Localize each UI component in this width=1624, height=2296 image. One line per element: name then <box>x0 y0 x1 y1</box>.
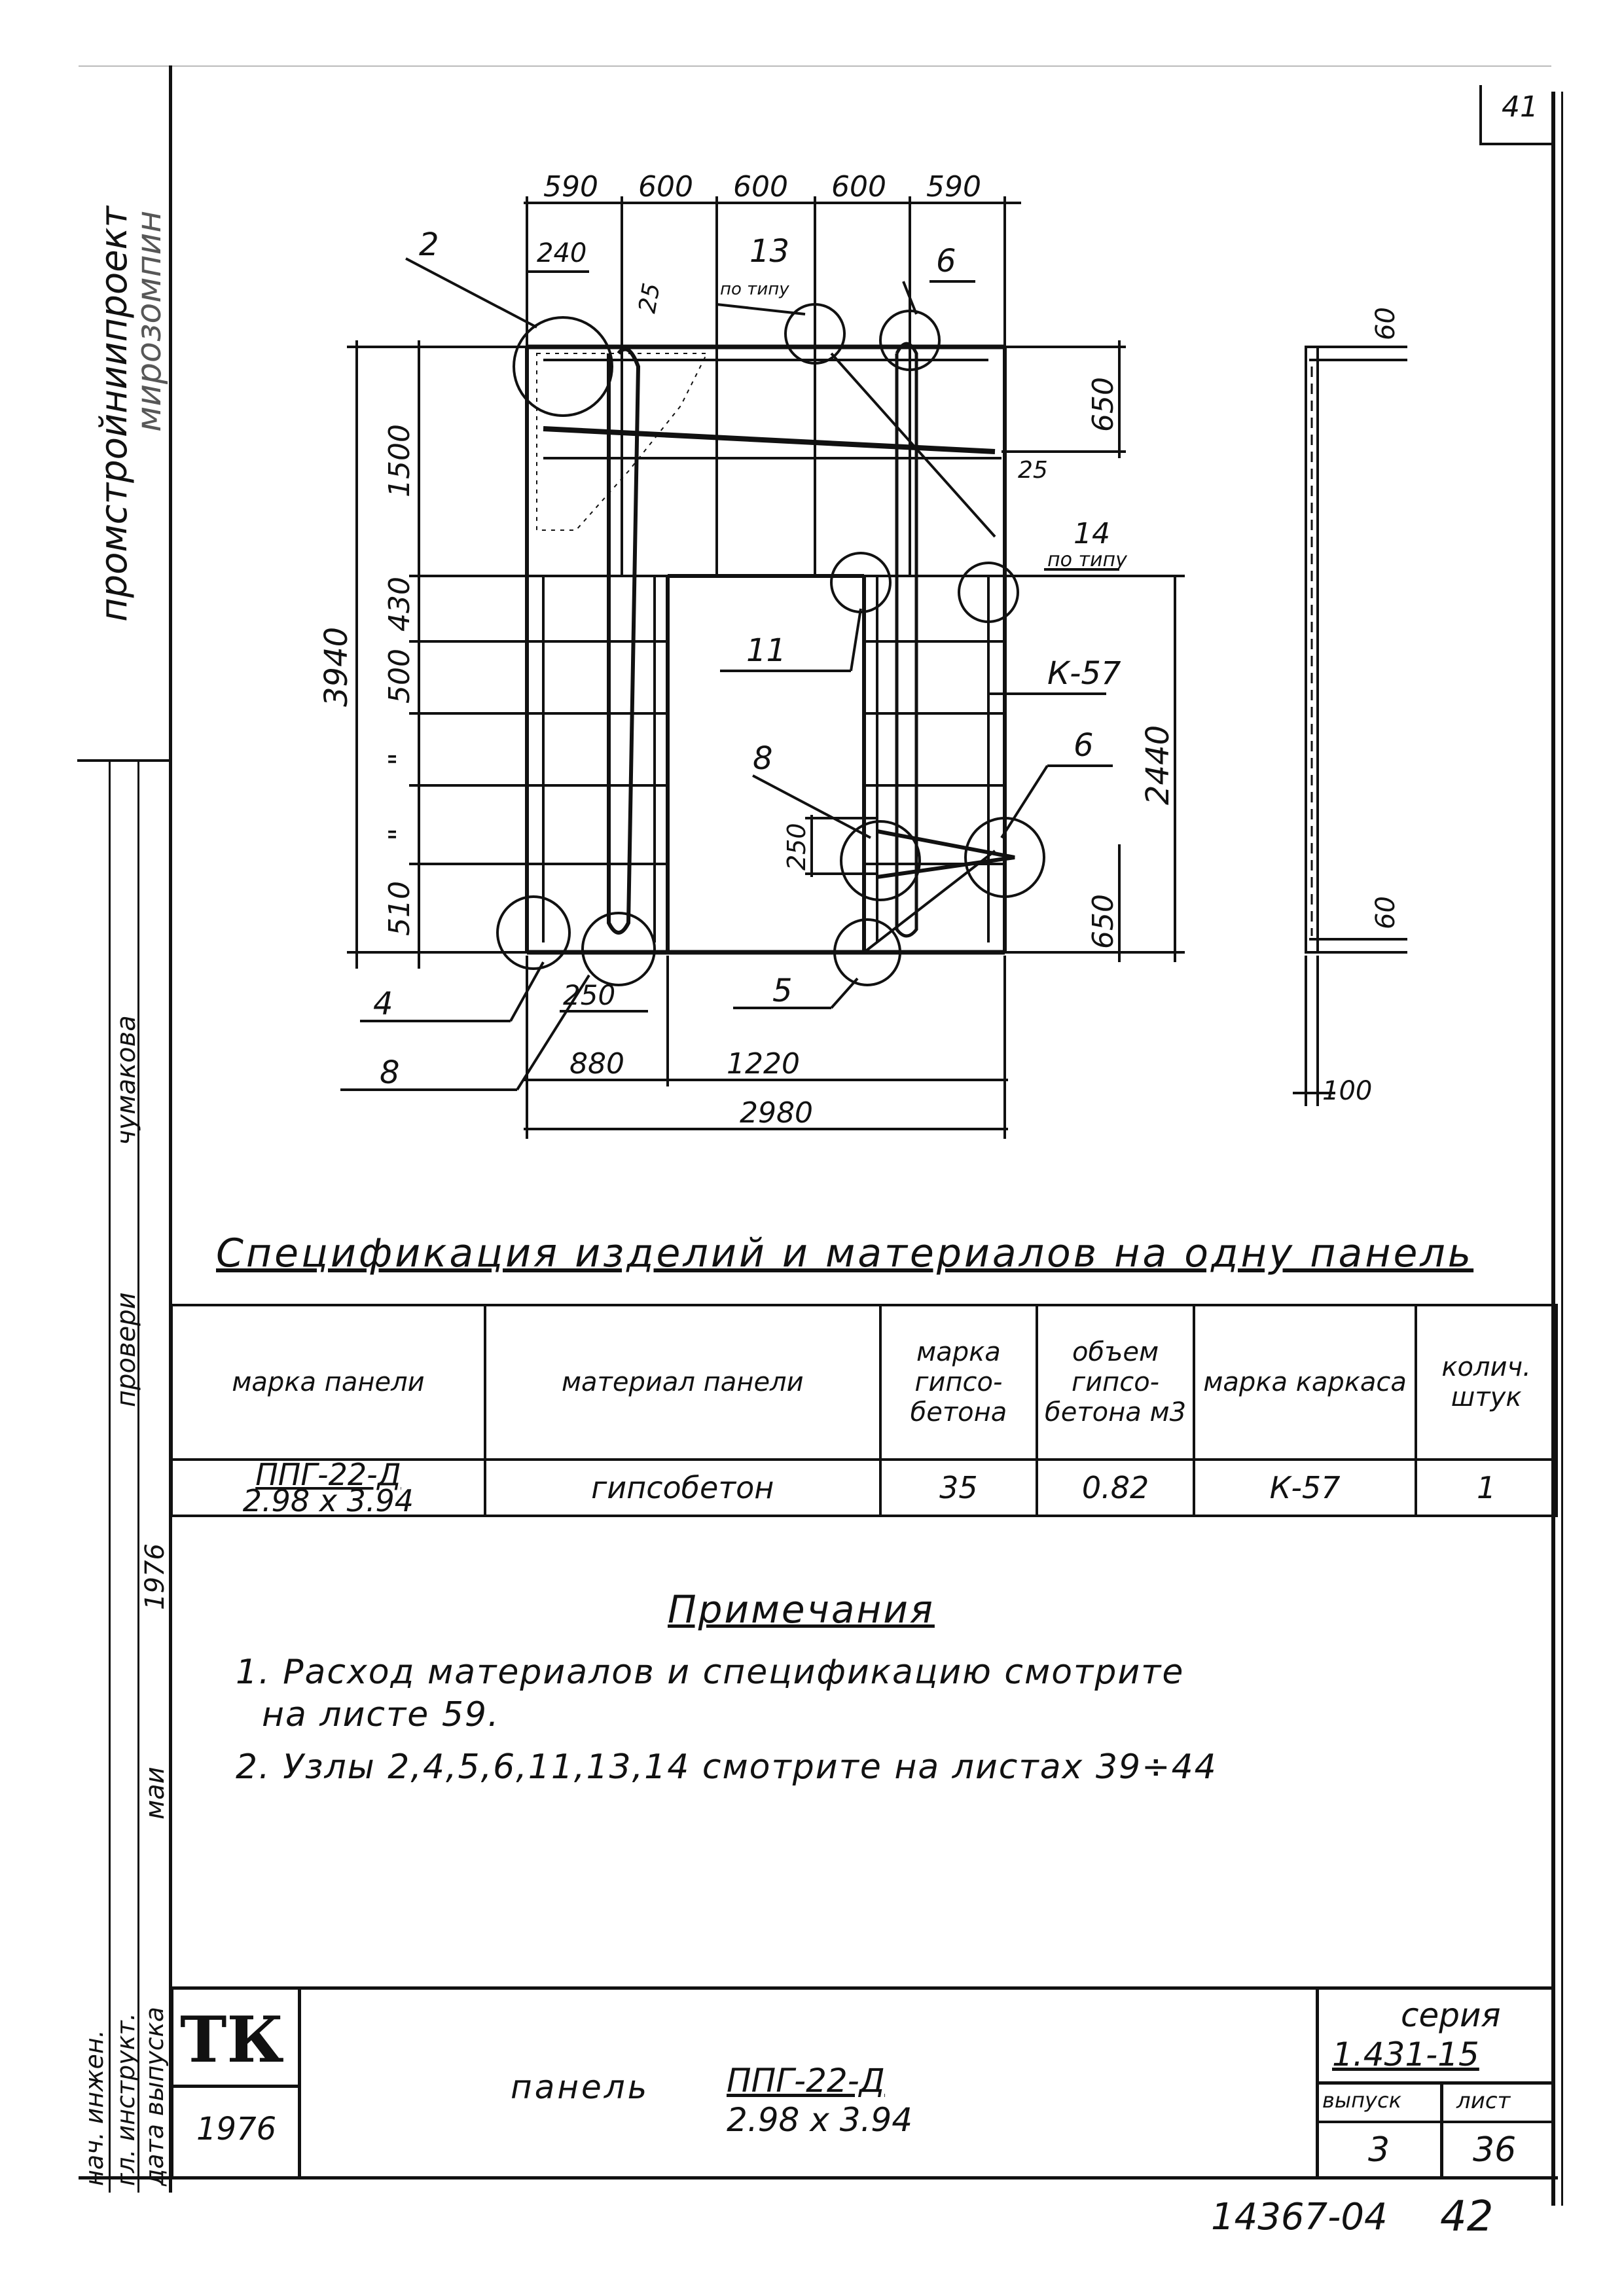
callout-14: 14 <box>1074 517 1110 550</box>
spec-header-panel-material: материал панели <box>485 1305 880 1460</box>
callout-11: 11 <box>746 632 787 669</box>
callout-14-note: по типу <box>1047 548 1127 571</box>
dim-top-5: 590 <box>926 170 981 204</box>
title-panel-label: панель <box>511 2068 650 2106</box>
callout-13-note: по типу <box>720 279 789 299</box>
dim-right-650-top: 650 <box>1087 377 1120 432</box>
spec-cell-material: гипсобетон <box>485 1460 880 1516</box>
callout-6-right: 6 <box>1074 727 1094 764</box>
stamp-name-3: маи <box>140 1767 170 1820</box>
sheet-label: лист <box>1456 2088 1511 2114</box>
note-1: 1. Расход материалов и спецификацию смотрите <box>236 1653 1185 1692</box>
title-block-logo-hline <box>170 2085 301 2088</box>
dim-25-right: 25 <box>1018 457 1048 484</box>
spec-cell-concrete-mark: 35 <box>880 1460 1038 1516</box>
title-block-year: 1976 <box>196 2111 277 2147</box>
side-dim-60-bottom: 60 <box>1371 896 1401 929</box>
callout-2: 2 <box>419 226 439 263</box>
callout-6-top: 6 <box>936 243 956 279</box>
stamp-year: 1976 <box>140 1543 170 1610</box>
notes-title: Примечания <box>668 1587 935 1632</box>
spec-header-concrete-volume: объем гипсо-бетона м3 <box>1037 1305 1194 1460</box>
org-name-sub: мирозомпин <box>130 210 169 432</box>
series-hline <box>1316 2081 1555 2085</box>
callout-13: 13 <box>749 233 790 270</box>
spec-cell-panel-mark <box>171 1457 485 1518</box>
callout-8-left: 8 <box>380 1054 400 1091</box>
issue-value: 3 <box>1368 2130 1390 2170</box>
spec-header-quantity: колич. штук <box>1416 1305 1557 1460</box>
series-label: серия <box>1401 1996 1501 2034</box>
title-panel-mark: ППГ-22-Д <box>727 2062 885 2100</box>
dim-bottom-250: 250 <box>563 979 616 1011</box>
order-number: 14367-04 <box>1211 2196 1388 2238</box>
dim-left-430: 430 <box>383 577 416 632</box>
spec-header-panel-mark: марка панели <box>171 1305 485 1460</box>
dim-right-2440: 2440 <box>1140 725 1176 805</box>
callout-4: 4 <box>373 986 393 1022</box>
spec-panel-mark: ППГ-22-Д <box>255 1457 401 1492</box>
dim-left-500: 500 <box>383 649 416 704</box>
issue-sheet-divider <box>1440 2081 1443 2179</box>
spec-header-concrete-mark: марка гипсо-бетона <box>880 1305 1038 1460</box>
sheet-value: 36 <box>1473 2130 1517 2170</box>
dim-left-510: 510 <box>383 881 416 936</box>
callout-5: 5 <box>772 973 793 1009</box>
callout-k57: К-57 <box>1047 655 1121 692</box>
dim-left-ditto-2: " <box>383 827 416 841</box>
side-dim-100: 100 <box>1322 1076 1373 1106</box>
spec-header-row <box>171 1305 1557 1460</box>
spec-cell-quantity: 1 <box>1416 1460 1557 1516</box>
dim-bottom-880: 880 <box>569 1047 624 1081</box>
dim-top-4: 600 <box>831 170 886 204</box>
spec-cell-frame-mark: К-57 <box>1194 1460 1416 1516</box>
issue-hline <box>1316 2121 1555 2123</box>
dim-bottom-2980: 2980 <box>740 1096 813 1130</box>
dim-240: 240 <box>537 238 587 268</box>
dim-top-3: 600 <box>733 170 788 204</box>
series-value: 1.431-15 <box>1332 2036 1479 2073</box>
note-1-cont: на листе 59. <box>262 1695 500 1734</box>
spec-title: Спецификация изделий и материалов на одну панель <box>216 1230 1474 1276</box>
spec-data-row <box>171 1460 1557 1516</box>
title-panel-size: 2.98 х 3.94 <box>727 2101 913 2139</box>
tk-logo: ТК <box>180 2003 284 2077</box>
dim-bottom-1220: 1220 <box>727 1047 800 1081</box>
dim-25-top: 25 <box>634 281 666 315</box>
dim-overall-height: 3940 <box>318 626 355 707</box>
dim-right-650-bottom: 650 <box>1087 894 1120 949</box>
side-dim-60-top: 60 <box>1371 307 1401 340</box>
spec-table <box>170 1304 1558 1517</box>
spec-panel-size: 2.98 х 3.94 <box>242 1483 414 1518</box>
stamp-label-2: гл. инструкт. <box>111 2013 140 2186</box>
title-block-logo-divider <box>298 1986 301 2179</box>
corner-number: 41 <box>1502 90 1538 124</box>
stamp-name-1: чумакова <box>111 1015 141 1145</box>
org-name-top: промстройниипроект <box>93 206 135 622</box>
spec-cell-concrete-volume: 0.82 <box>1037 1460 1194 1516</box>
issue-label: выпуск <box>1322 2088 1401 2113</box>
dim-left-ditto-1: " <box>383 752 416 766</box>
spec-header-frame-mark: марка каркаса <box>1194 1305 1416 1460</box>
dim-top-1: 590 <box>543 170 598 204</box>
dim-top-2: 600 <box>638 170 693 204</box>
page-number: 42 <box>1440 2193 1494 2241</box>
stamp-name-2: провери <box>111 1292 141 1407</box>
dim-250-vertical: 250 <box>782 823 811 870</box>
callout-8-center: 8 <box>753 740 773 777</box>
dim-left-1500: 1500 <box>383 424 416 497</box>
stamp-label-1: нач. инжен. <box>80 2030 109 2186</box>
note-2: 2. Узлы 2,4,5,6,11,13,14 смотрите на листах 39÷44 <box>236 1748 1218 1787</box>
stamp-label-3: дата выпуска <box>140 2007 169 2186</box>
